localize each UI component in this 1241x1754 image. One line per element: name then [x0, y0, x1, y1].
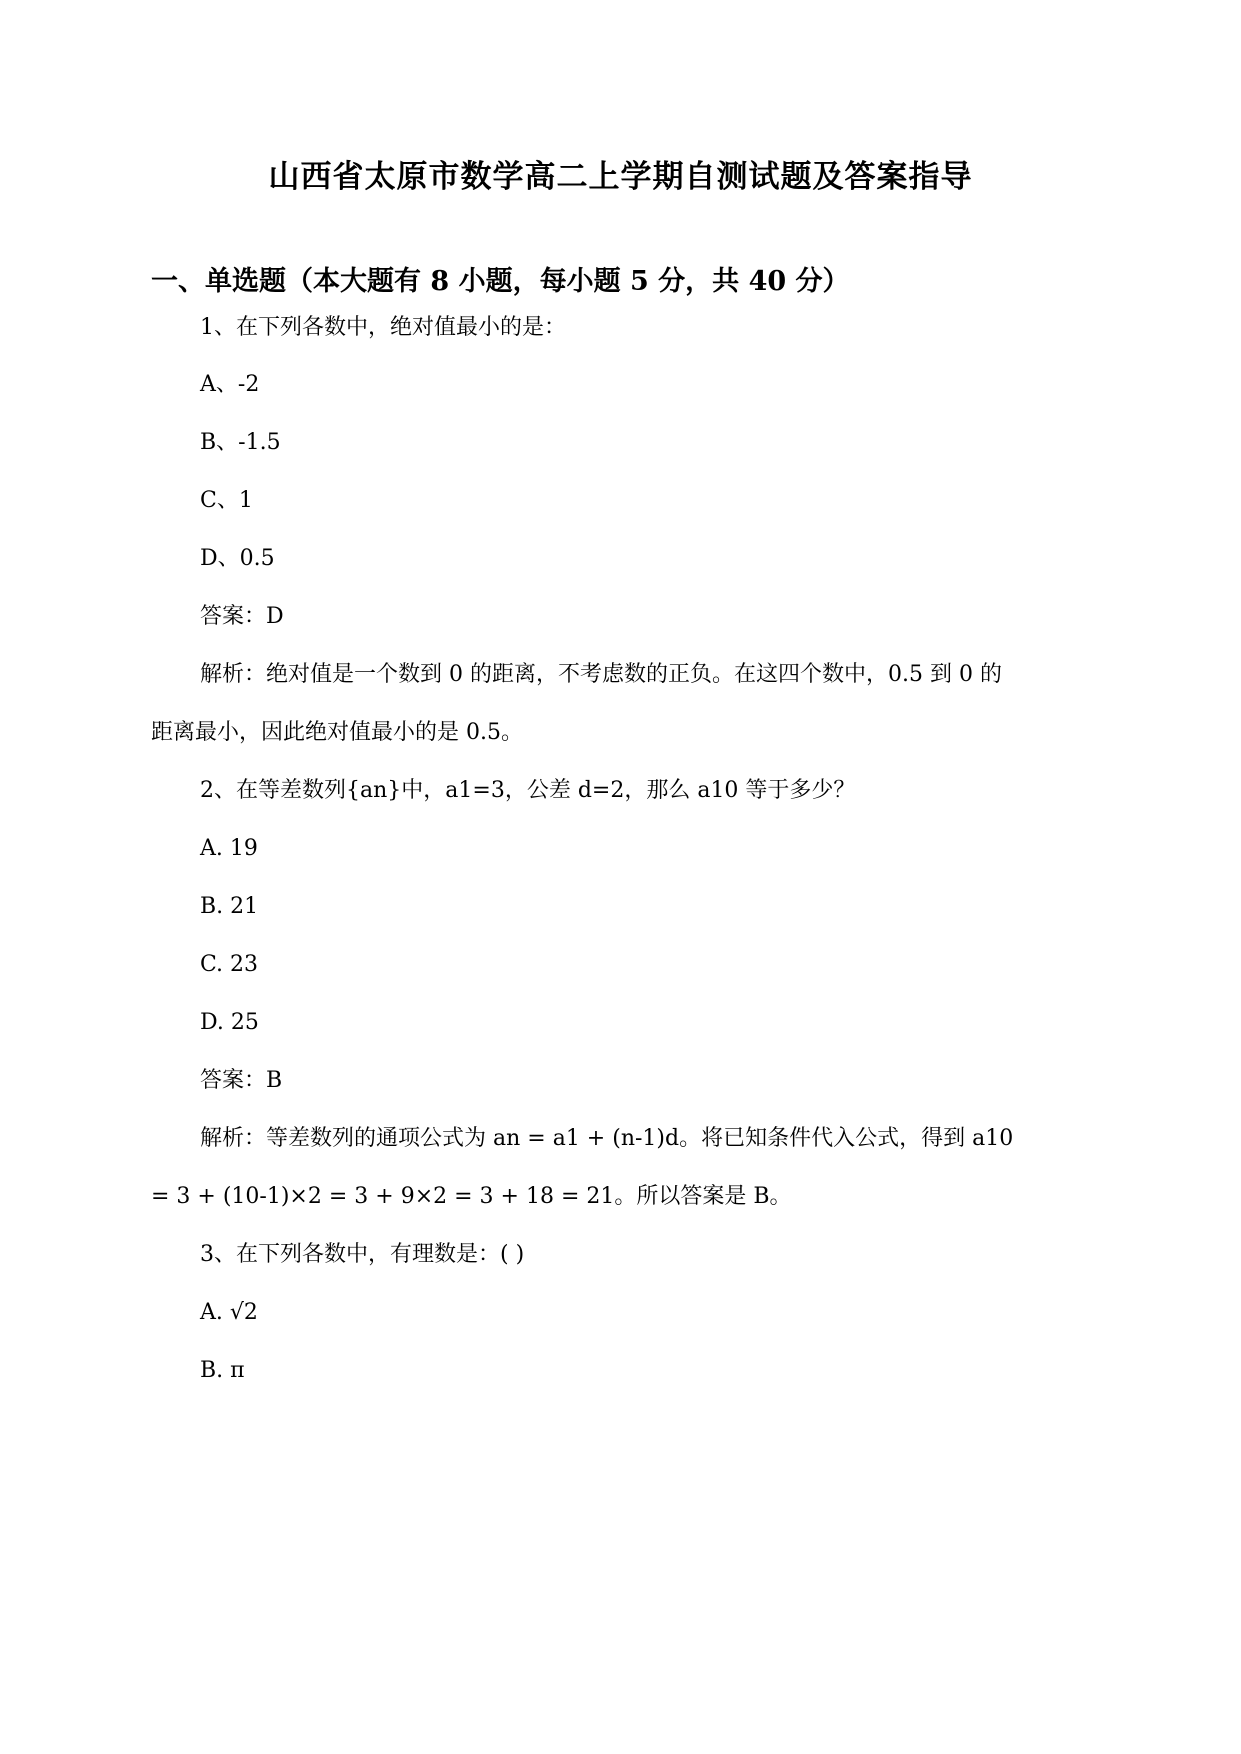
q1-analysis-line1: 解析：绝对值是一个数到 0 的距离，不考虑数的正负。在这四个数中，0.5 到 0 的 — [200, 662, 1002, 687]
q2-answer: 答案：B — [200, 1068, 283, 1093]
q2-analysis-line1: 解析：等差数列的通项公式为 an = a1 + (n-1)d。将已知条件代入公式，得到 a10 — [200, 1126, 1014, 1151]
q1-option-c: C、1 — [200, 488, 253, 513]
q2-option-b: B. 21 — [200, 894, 259, 919]
q2-option-d: D. 25 — [200, 1010, 259, 1035]
q1-answer: 答案：D — [200, 604, 284, 629]
document-title: 山西省太原市数学高二上学期自测试题及答案指导 — [268, 159, 973, 195]
q1-option-b: B、-1.5 — [200, 430, 281, 455]
q1-option-a: A、-2 — [200, 372, 260, 397]
q3-option-b: B. π — [200, 1358, 245, 1383]
section-heading: 一、单选题（本大题有 8 小题，每小题 5 分，共 40 分） — [151, 266, 850, 297]
q1-analysis-line2: 距离最小，因此绝对值最小的是 0.5。 — [151, 720, 523, 745]
q3-option-a: A. √2 — [200, 1300, 258, 1325]
q1-question: 1、在下列各数中，绝对值最小的是： — [200, 315, 566, 340]
q2-option-c: C. 23 — [200, 952, 259, 977]
q2-analysis-line2: = 3 + (10-1)×2 = 3 + 9×2 = 3 + 18 = 21。所以答案是 B。 — [151, 1184, 792, 1209]
q2-option-a: A. 19 — [200, 836, 258, 861]
q1-option-d: D、0.5 — [200, 546, 275, 571]
q3-question: 3、在下列各数中，有理数是：( ) — [200, 1242, 525, 1267]
q2-question: 2、在等差数列{an}中，a1=3，公差 d=2，那么 a10 等于多少？ — [200, 778, 856, 803]
